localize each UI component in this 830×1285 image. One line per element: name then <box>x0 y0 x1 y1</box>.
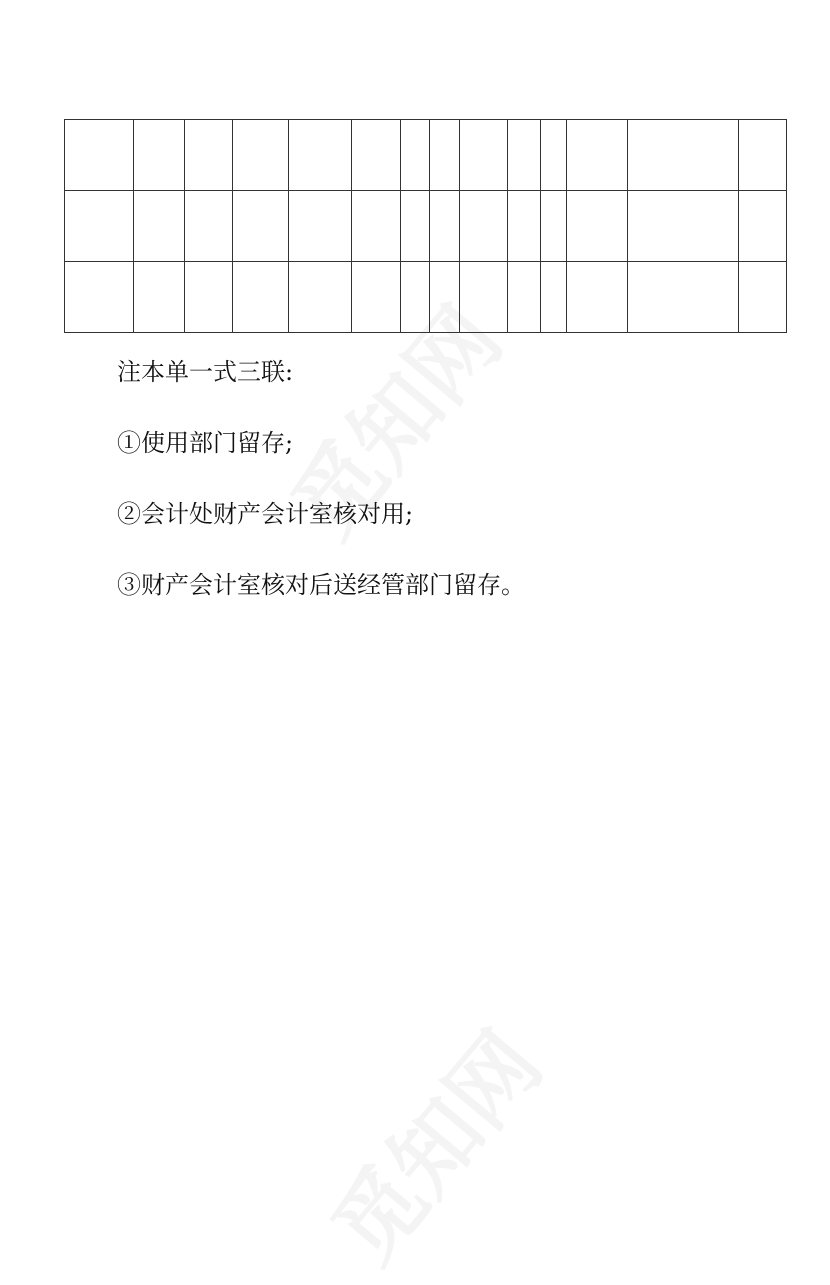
table-cell <box>233 120 289 191</box>
watermark-bottom <box>299 1001 565 1284</box>
table-cell <box>567 262 628 333</box>
table-cell <box>401 120 430 191</box>
table-cell <box>508 191 541 262</box>
table-cell <box>739 262 787 333</box>
table-cell <box>567 191 628 262</box>
table-cell <box>289 120 352 191</box>
table-cell <box>352 262 401 333</box>
table-cell <box>460 262 508 333</box>
table-row <box>65 120 787 191</box>
note-item-2: ②会计处财产会计室核对用; <box>117 500 414 528</box>
table-cell <box>508 120 541 191</box>
table-cell <box>185 120 233 191</box>
table-cell <box>739 191 787 262</box>
table-cell <box>401 262 430 333</box>
table-cell <box>739 120 787 191</box>
table-cell <box>134 262 185 333</box>
table-cell <box>460 120 508 191</box>
table-cell <box>185 262 233 333</box>
table-cell <box>185 191 233 262</box>
table-cell <box>628 262 739 333</box>
table-cell <box>541 120 567 191</box>
table-cell <box>65 120 134 191</box>
table-cell <box>65 262 134 333</box>
note-item-1: ①使用部门留存; <box>117 429 294 457</box>
note-item-3: ③财产会计室核对后送经管部门留存。 <box>117 571 525 599</box>
table-cell <box>567 120 628 191</box>
table-cell <box>628 191 739 262</box>
table-cell <box>460 191 508 262</box>
table-cell <box>233 191 289 262</box>
table-cell <box>508 262 541 333</box>
table-cell <box>430 262 460 333</box>
table-cell <box>541 191 567 262</box>
table-cell <box>352 191 401 262</box>
table-cell <box>430 120 460 191</box>
table-row <box>65 191 787 262</box>
table-cell <box>134 120 185 191</box>
table-cell <box>541 262 567 333</box>
table-cell <box>401 191 430 262</box>
blank-form-table <box>64 119 787 333</box>
table-cell <box>628 120 739 191</box>
table-cell <box>289 262 352 333</box>
notes-title: 注本单一式三联: <box>117 358 294 386</box>
table-cell <box>233 262 289 333</box>
table-cell <box>134 191 185 262</box>
table-cell <box>352 120 401 191</box>
table-cell <box>289 191 352 262</box>
table-row <box>65 262 787 333</box>
table-cell <box>430 191 460 262</box>
notes-section <box>117 354 767 638</box>
table-cell <box>65 191 134 262</box>
